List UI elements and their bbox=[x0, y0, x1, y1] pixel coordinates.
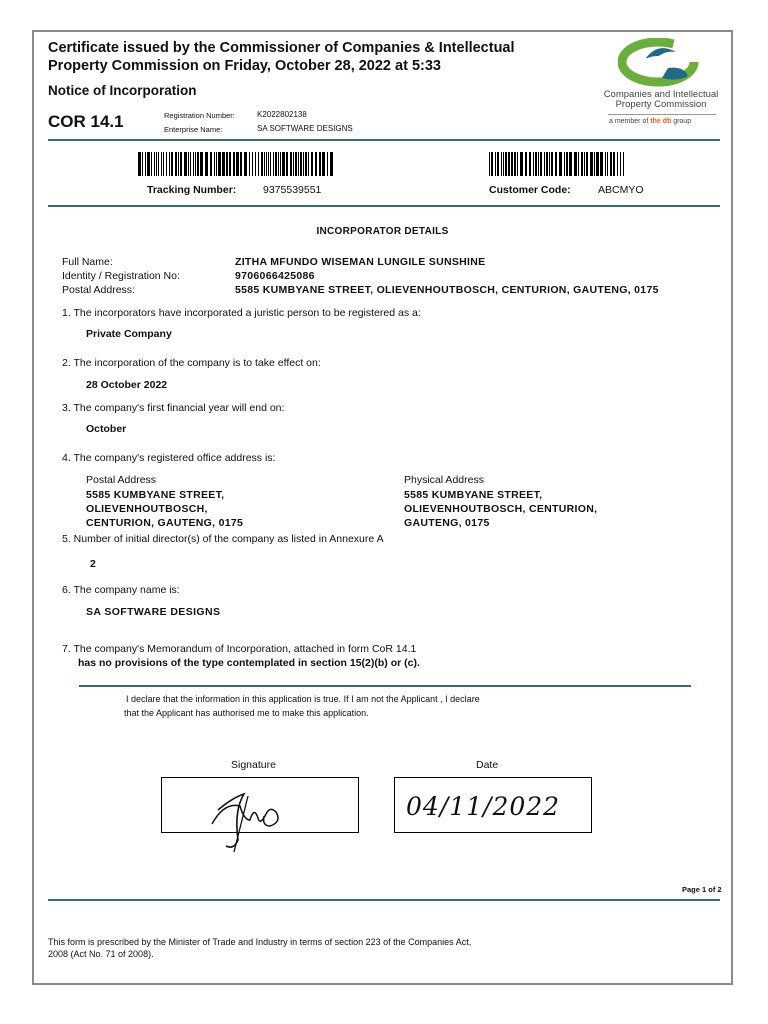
postal-address-value: 5585 KUMBYANE STREET, OLIEVENHOUTBOSCH, CENTURION, GAUTENG, 0175 bbox=[235, 284, 659, 296]
item-1-answer: Private Company bbox=[86, 328, 172, 340]
postal-line-1: 5585 KUMBYANE STREET, bbox=[86, 489, 225, 501]
logo-member-suffix: group bbox=[671, 118, 692, 125]
footer-divider bbox=[48, 899, 720, 901]
customer-code-label: Customer Code: bbox=[489, 184, 571, 196]
physical-line-2: OLIEVENHOUTBOSCH, CENTURION, bbox=[404, 503, 598, 515]
header-divider bbox=[48, 139, 720, 141]
item-2-answer: 28 October 2022 bbox=[86, 379, 168, 391]
signature-label: Signature bbox=[231, 759, 276, 771]
registration-label: Registration Number: bbox=[164, 111, 235, 120]
physical-address-title: Physical Address bbox=[404, 474, 484, 486]
item-2-question: 2. The incorporation of the company is to take effect on: bbox=[62, 357, 321, 369]
physical-line-1: 5585 KUMBYANE STREET, bbox=[404, 489, 543, 501]
item-6-question: 6. The company name is: bbox=[62, 584, 180, 596]
postal-line-2: OLIEVENHOUTBOSCH, bbox=[86, 503, 208, 515]
logo-text bbox=[596, 90, 726, 110]
cipc-logo-icon bbox=[618, 38, 702, 88]
id-value: 9706066425086 bbox=[235, 270, 315, 282]
item-7-question: 7. The company's Memorandum of Incorporation, attached in form CoR 14.1 bbox=[62, 643, 417, 655]
id-label: Identity / Registration No: bbox=[62, 270, 180, 282]
tracking-barcode-icon bbox=[138, 152, 334, 176]
logo-member-line bbox=[609, 118, 691, 125]
tracking-divider bbox=[48, 205, 720, 207]
footer-note-line-1: This form is prescribed by the Minister of Trade and Industry in terms of section 223 of the Companies Act, bbox=[48, 937, 472, 947]
certificate-title-line-1: Certificate issued by the Commissioner of Companies & Intellectual bbox=[48, 40, 515, 56]
tracking-label: Tracking Number: bbox=[147, 184, 237, 196]
logo-line-2: Property Commission bbox=[615, 99, 707, 110]
declaration-divider bbox=[79, 685, 691, 687]
physical-line-3: GAUTENG, 0175 bbox=[404, 517, 490, 529]
tracking-value: 9375539551 bbox=[263, 184, 322, 196]
postal-line-3: CENTURION, GAUTENG, 0175 bbox=[86, 517, 244, 529]
handwritten-date: 04/11/2022 bbox=[406, 792, 561, 821]
logo-member-brand: the dti bbox=[650, 118, 672, 125]
customer-barcode-icon bbox=[489, 152, 625, 176]
certificate-page bbox=[32, 30, 733, 985]
postal-address-label: Postal Address: bbox=[62, 284, 135, 296]
logo-line-1: Companies and Intellectual bbox=[603, 89, 719, 100]
handwritten-signature-icon bbox=[204, 780, 294, 854]
enterprise-value: SA SOFTWARE DESIGNS bbox=[257, 124, 353, 133]
full-name-label: Full Name: bbox=[62, 256, 113, 268]
declaration-line-2: that the Applicant has authorised me to make this application. bbox=[124, 708, 369, 718]
notice-title: Notice of Incorporation bbox=[48, 83, 197, 98]
postal-address-title: Postal Address bbox=[86, 474, 157, 486]
customer-code-value: ABCMYO bbox=[598, 184, 644, 196]
form-code: COR 14.1 bbox=[48, 112, 124, 131]
item-3-answer: October bbox=[86, 423, 127, 435]
footer-note-line-2: 2008 (Act No. 71 of 2008). bbox=[48, 949, 154, 959]
registration-value: K2022802138 bbox=[257, 110, 307, 119]
declaration-line-1: I declare that the information in this application is true. If I am not the Applicant , I declare bbox=[126, 694, 480, 704]
item-1-question: 1. The incorporators have incorporated a juristic person to be registered as a: bbox=[62, 307, 421, 319]
item-4-question: 4. The company's registered office address is: bbox=[62, 452, 276, 464]
item-7-answer: has no provisions of the type contemplated in section 15(2)(b) or (c). bbox=[78, 657, 420, 669]
page-number: Page 1 of 2 bbox=[682, 885, 722, 894]
item-3-question: 3. The company's first financial year will end on: bbox=[62, 402, 285, 414]
date-label: Date bbox=[476, 759, 499, 771]
item-5-question: 5. Number of initial director(s) of the company as listed in Annexure A bbox=[62, 533, 384, 545]
incorporator-section-title: INCORPORATOR DETAILS bbox=[316, 226, 449, 237]
enterprise-label: Enterprise Name: bbox=[164, 125, 223, 134]
certificate-title-line-2: Property Commission on Friday, October 28, 2022 at 5:33 bbox=[48, 58, 441, 74]
logo-member-prefix: a member of bbox=[609, 118, 651, 125]
item-5-answer: 2 bbox=[90, 558, 96, 570]
full-name-value: ZITHA MFUNDO WISEMAN LUNGILE SUNSHINE bbox=[235, 256, 486, 268]
item-6-answer: SA SOFTWARE DESIGNS bbox=[86, 606, 221, 618]
